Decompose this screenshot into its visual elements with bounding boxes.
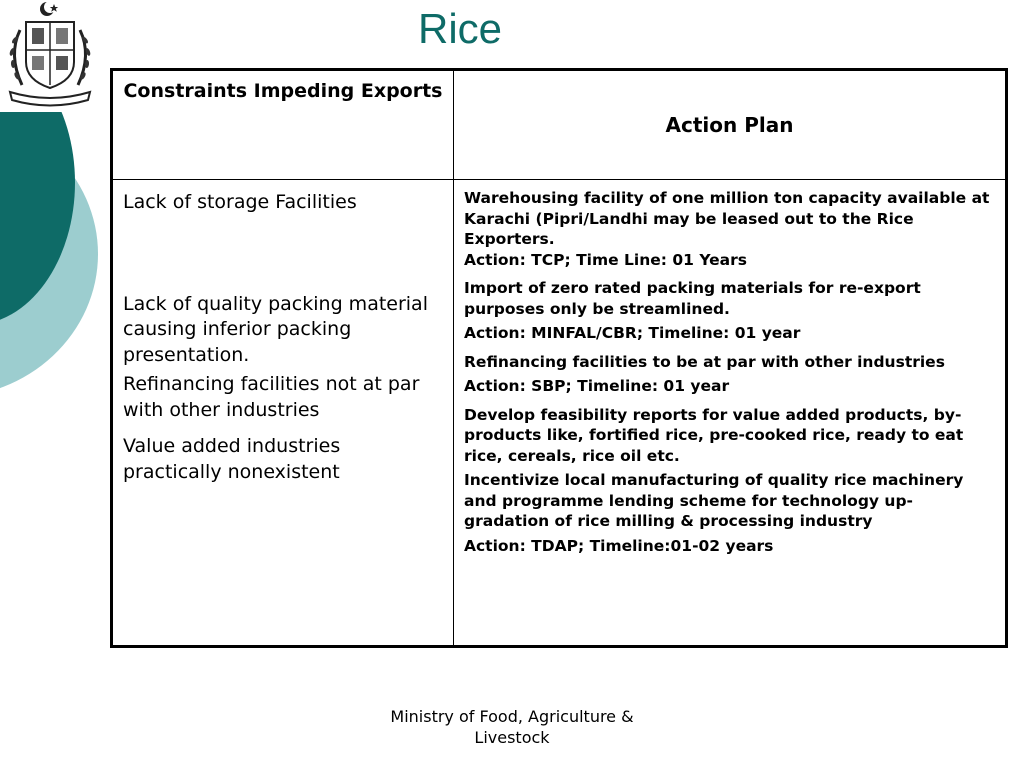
footer-ministry: Ministry of Food, Agriculture & Livestock: [390, 707, 634, 747]
action-item: Action: TCP; Time Line: 01 Years: [464, 250, 747, 269]
header-constraints: Constraints Impeding Exports: [112, 70, 454, 180]
constraint-item: Lack of storage Facilities: [123, 191, 357, 213]
action-item: Refinancing facilities to be at par with other industries: [464, 352, 945, 371]
action-item: Action: MINFAL/CBR; Timeline: 01 year: [464, 324, 801, 342]
constraint-item: Lack of quality packing material causing inferior packing presentation.: [123, 292, 428, 366]
table-header-row: [112, 70, 1007, 180]
header-action-plan: Action Plan: [454, 70, 1007, 180]
action-item: Warehousing facility of one million ton capacity available at Karachi (Pipri/Landhi may be leased out to the Rice Exporters.: [464, 189, 990, 248]
action-item: Action: SBP; Timeline: 01 year: [464, 377, 730, 395]
action-item: Incentivize local manufacturing of quality rice machinery and programme lending scheme for technology up-gradation of rice milling & processing industry: [464, 471, 964, 530]
actions-cell: [454, 180, 1007, 647]
action-item: Import of zero rated packing materials for re-export purposes only be streamlined.: [464, 279, 921, 318]
action-item: Develop feasibility reports for value added products, by-products like, fortified rice, pre-cooked rice, ready to eat rice, cereals, rice oil etc.: [464, 405, 964, 465]
table-body-row: [112, 180, 1007, 647]
constraints-cell: [112, 180, 454, 647]
constraint-item: Value added industries practically nonexistent: [123, 435, 341, 483]
slide-title: Rice: [417, 5, 503, 52]
action-item: Action: TDAP; Timeline:01-02 years: [464, 536, 774, 555]
constraint-item: Refinancing facilities not at par with other industries: [123, 373, 420, 421]
state-emblem-icon: [0, 0, 100, 112]
constraints-action-table: [110, 68, 1008, 648]
